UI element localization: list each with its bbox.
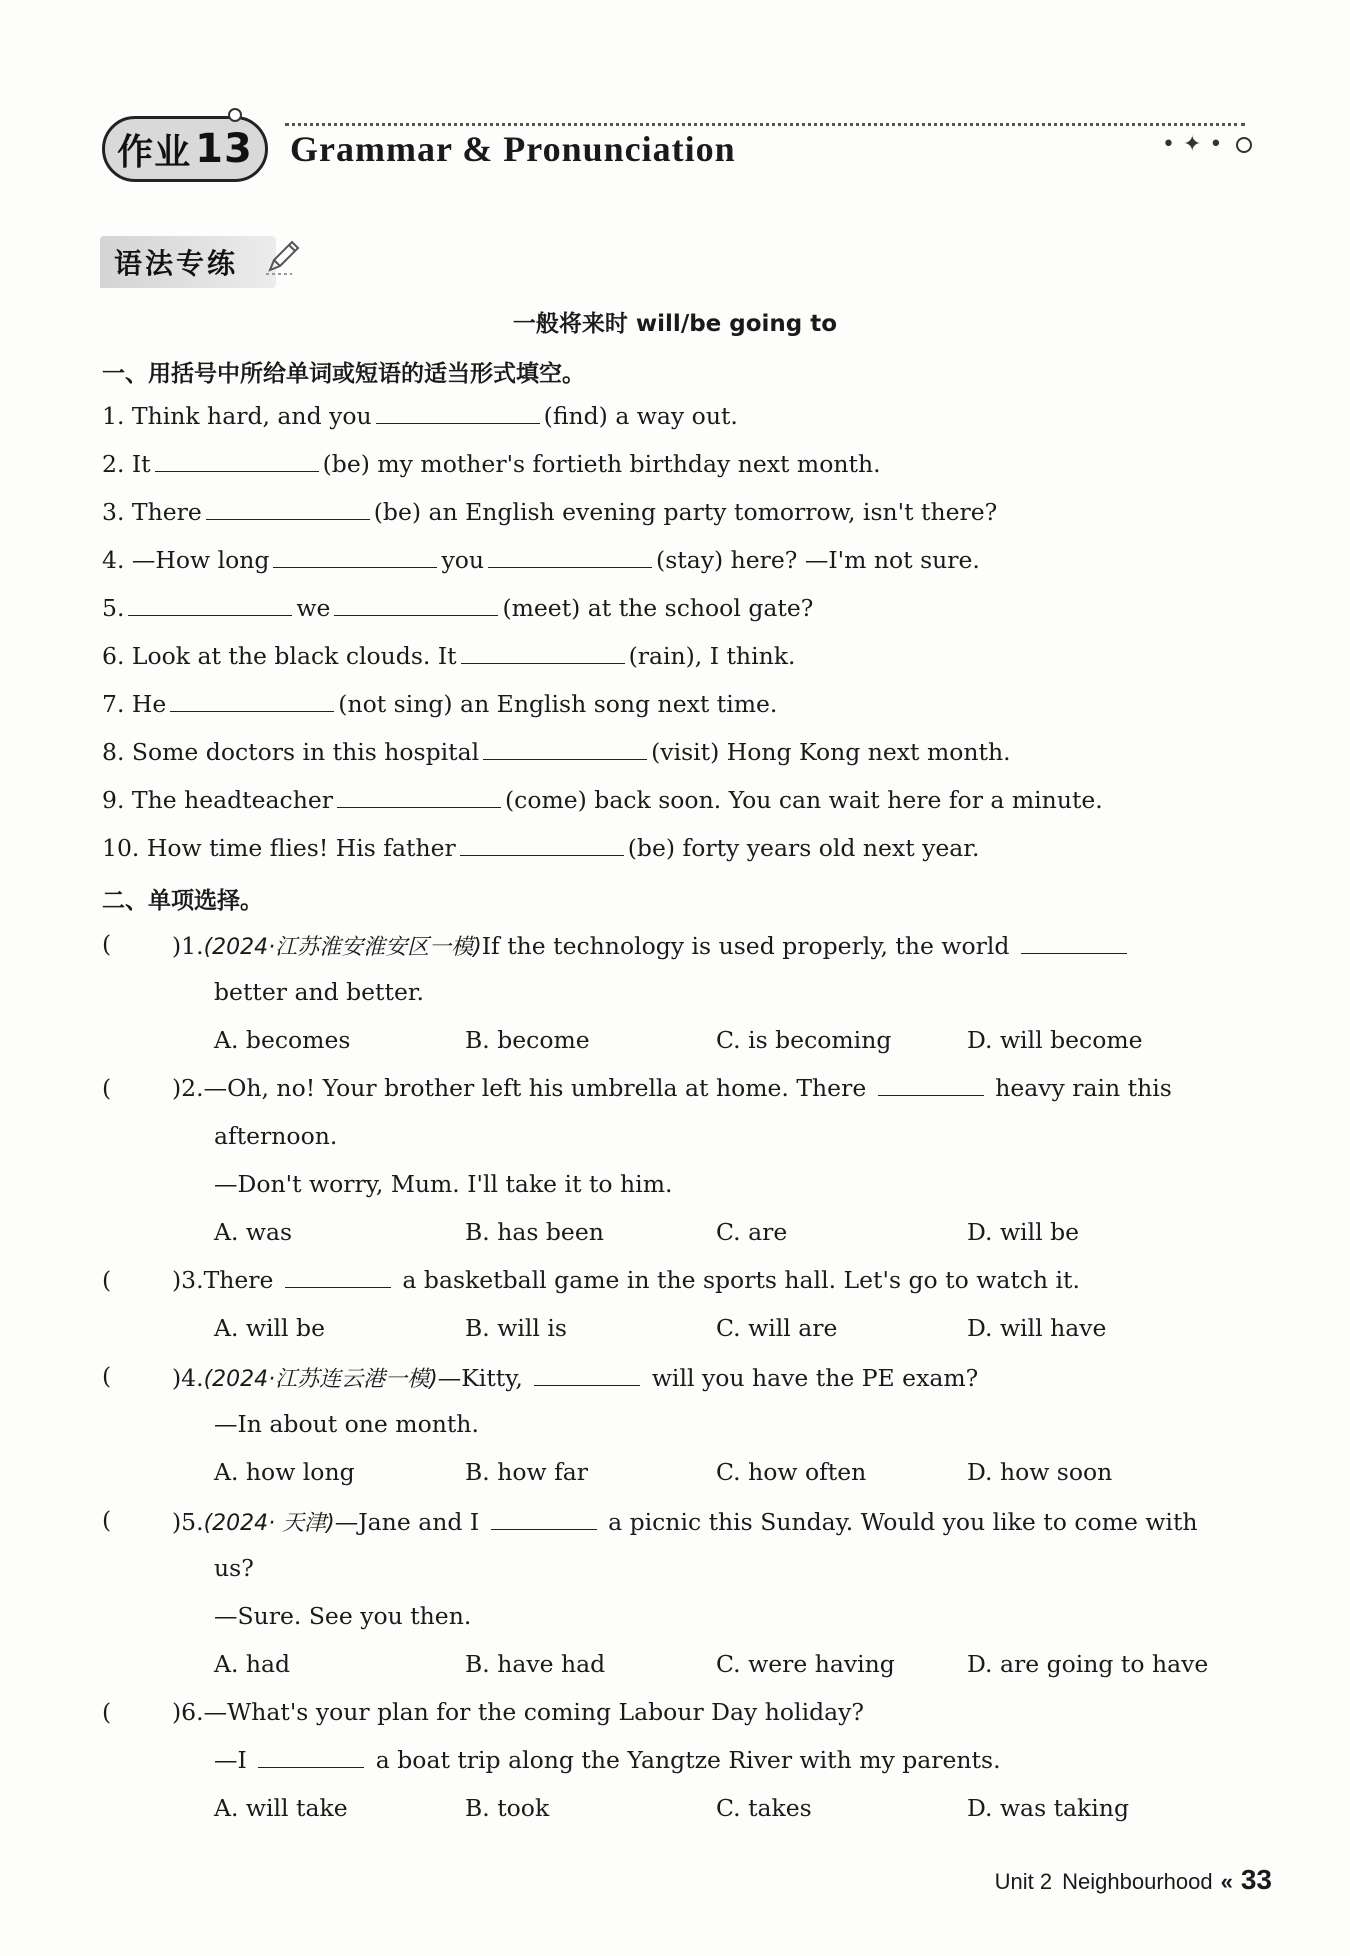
item-text: 5.: [102, 594, 125, 622]
question-number: )2.: [172, 1074, 204, 1102]
double-chevron-icon: «: [1220, 1869, 1233, 1894]
section-tag: 语法专练: [100, 236, 276, 288]
answer-blank[interactable]: [334, 595, 498, 616]
item-text: (meet) at the school gate?: [502, 594, 814, 622]
fill-item-4: [102, 546, 980, 574]
question-source: (2024·江苏连云港一模): [203, 1367, 438, 1392]
question-text: —Kitty,: [437, 1364, 523, 1392]
option-d[interactable]: D. are going to have: [967, 1650, 1209, 1678]
question-4-reply: —In about one month.: [214, 1410, 479, 1438]
fill-item-6: [102, 642, 795, 670]
option-b[interactable]: B. have had: [465, 1650, 606, 1678]
page-title: Grammar & Pronunciation: [290, 129, 736, 169]
option-a[interactable]: A. becomes: [214, 1026, 351, 1054]
item-text: 10. How time flies! His father: [102, 834, 456, 862]
item-text: we: [296, 594, 331, 622]
option-c[interactable]: C. takes: [716, 1794, 812, 1822]
answer-blank[interactable]: [128, 595, 292, 616]
option-c[interactable]: C. how often: [716, 1458, 867, 1486]
question-3: [172, 1266, 1080, 1294]
option-c[interactable]: C. are: [716, 1218, 788, 1246]
answer-paren[interactable]: (: [102, 1698, 112, 1726]
answer-paren[interactable]: (: [102, 1266, 112, 1294]
item-text: (visit) Hong Kong next month.: [651, 738, 1011, 766]
answer-paren[interactable]: (: [102, 930, 112, 958]
line-end-circle-icon: [1236, 137, 1252, 153]
question-number: )6.: [172, 1698, 204, 1726]
question-number: )4.: [172, 1364, 204, 1392]
question-text: will you have the PE exam?: [651, 1364, 979, 1392]
homework-badge: [102, 116, 268, 182]
footer-unit: Unit 2: [994, 1869, 1053, 1894]
option-a[interactable]: A. had: [214, 1650, 291, 1678]
footer-unit-name: Neighbourhood: [1062, 1869, 1213, 1894]
answer-blank[interactable]: [206, 499, 370, 520]
question-5: [172, 1506, 1198, 1537]
item-text: 9. The headteacher: [102, 786, 333, 814]
answer-blank[interactable]: [534, 1365, 640, 1386]
item-text: (be) an English evening party tomorrow, isn't there?: [373, 498, 998, 526]
answer-blank[interactable]: [461, 643, 625, 664]
fill-item-5: [102, 594, 813, 622]
question-text: If the technology is used properly, the world: [481, 932, 1010, 960]
question-6-reply: [214, 1746, 1001, 1774]
option-c[interactable]: C. is becoming: [716, 1026, 892, 1054]
answer-blank[interactable]: [376, 403, 540, 424]
option-d[interactable]: D. will have: [967, 1314, 1107, 1342]
badge-dot-icon: [228, 108, 242, 122]
question-text: —Oh, no! Your brother left his umbrella at home. There: [203, 1074, 867, 1102]
item-text: 8. Some doctors in this hospital: [102, 738, 480, 766]
question-2-cont: afternoon.: [214, 1122, 338, 1150]
item-text: (be) my mother's fortieth birthday next month.: [322, 450, 881, 478]
pencil-icon: [262, 238, 302, 278]
question-text: —I: [214, 1746, 247, 1774]
question-1: [172, 930, 1131, 961]
item-text: (stay) here? —I'm not sure.: [656, 546, 980, 574]
question-number: )3.: [172, 1266, 204, 1294]
question-text: heavy rain this: [995, 1074, 1172, 1102]
option-b[interactable]: B. will is: [465, 1314, 567, 1342]
fill-item-9: [102, 786, 1103, 814]
question-5-cont: us?: [214, 1554, 254, 1582]
question-text: —What's your plan for the coming Labour Day holiday?: [203, 1698, 865, 1726]
option-d[interactable]: D. will become: [967, 1026, 1143, 1054]
fill-item-7: [102, 690, 777, 718]
item-text: (be) forty years old next year.: [627, 834, 980, 862]
answer-paren[interactable]: (: [102, 1074, 112, 1102]
fill-item-10: [102, 834, 979, 862]
question-source: (2024·江苏淮安淮安区一模): [203, 935, 482, 960]
option-c[interactable]: C. will are: [716, 1314, 838, 1342]
item-text: (come) back soon. You can wait here for a minute.: [504, 786, 1103, 814]
answer-paren[interactable]: (: [102, 1506, 112, 1534]
question-text: a basketball game in the sports hall. Let's go to watch it.: [402, 1266, 1080, 1294]
question-text: There: [203, 1266, 274, 1294]
part2-heading: 二、单项选择。: [102, 888, 263, 914]
option-a[interactable]: A. will be: [214, 1314, 325, 1342]
option-d[interactable]: D. how soon: [967, 1458, 1113, 1486]
item-text: (rain), I think.: [628, 642, 796, 670]
answer-blank[interactable]: [483, 739, 647, 760]
option-b[interactable]: B. has been: [465, 1218, 604, 1246]
item-text: 1. Think hard, and you: [102, 402, 372, 430]
fill-item-2: [102, 450, 881, 478]
question-text: a picnic this Sunday. Would you like to come with: [608, 1508, 1198, 1536]
question-number: )1.: [172, 932, 204, 960]
option-a[interactable]: A. will take: [214, 1794, 348, 1822]
option-c[interactable]: C. were having: [716, 1650, 895, 1678]
item-text: you: [441, 546, 485, 574]
question-1-cont: better and better.: [214, 978, 424, 1006]
option-d[interactable]: D. will be: [967, 1218, 1080, 1246]
question-text: —Jane and I: [334, 1508, 480, 1536]
question-4: [172, 1362, 978, 1393]
answer-blank[interactable]: [258, 1747, 364, 1768]
item-text: 6. Look at the black clouds. It: [102, 642, 457, 670]
header-dotted-line: [285, 123, 1245, 126]
answer-blank[interactable]: [491, 1509, 597, 1530]
item-text: 4. —How long: [102, 546, 270, 574]
part1-heading: 一、用括号中所给单词或短语的适当形式填空。: [102, 361, 585, 387]
option-d[interactable]: D. was taking: [967, 1794, 1129, 1822]
option-b[interactable]: B. become: [465, 1026, 590, 1054]
sparkle-icon: •✦•: [1162, 132, 1231, 157]
page-footer: [995, 1864, 1272, 1896]
fill-item-1: [102, 402, 738, 430]
item-text: (find) a way out.: [543, 402, 738, 430]
page-number: 33: [1240, 1864, 1272, 1895]
answer-blank[interactable]: [878, 1075, 984, 1096]
fill-item-3: [102, 498, 997, 526]
answer-blank[interactable]: [1021, 933, 1127, 954]
question-source: (2024· 天津): [203, 1511, 335, 1536]
answer-blank[interactable]: [488, 547, 652, 568]
option-b[interactable]: B. took: [465, 1794, 550, 1822]
homework-number: 13: [195, 126, 253, 172]
grammar-topic: 一般将来时 will/be going to: [512, 311, 838, 337]
option-a[interactable]: A. was: [214, 1218, 293, 1246]
question-number: )5.: [172, 1508, 204, 1536]
answer-blank[interactable]: [460, 835, 624, 856]
answer-blank[interactable]: [155, 451, 319, 472]
answer-paren[interactable]: (: [102, 1362, 112, 1390]
item-text: 3. There: [102, 498, 202, 526]
fill-item-8: [102, 738, 1011, 766]
question-6: [172, 1698, 864, 1726]
question-text: a boat trip along the Yangtze River with my parents.: [375, 1746, 1001, 1774]
item-text: 7. He: [102, 690, 167, 718]
answer-blank[interactable]: [170, 691, 334, 712]
homework-badge-label: 作业: [117, 131, 192, 173]
option-b[interactable]: B. how far: [465, 1458, 589, 1486]
question-2: [172, 1074, 1172, 1102]
option-a[interactable]: A. how long: [214, 1458, 355, 1486]
item-text: 2. It: [102, 450, 151, 478]
question-2-reply: —Don't worry, Mum. I'll take it to him.: [214, 1170, 673, 1198]
question-5-reply: —Sure. See you then.: [214, 1602, 472, 1630]
answer-blank[interactable]: [285, 1267, 391, 1288]
answer-blank[interactable]: [273, 547, 437, 568]
item-text: (not sing) an English song next time.: [338, 690, 778, 718]
answer-blank[interactable]: [337, 787, 501, 808]
